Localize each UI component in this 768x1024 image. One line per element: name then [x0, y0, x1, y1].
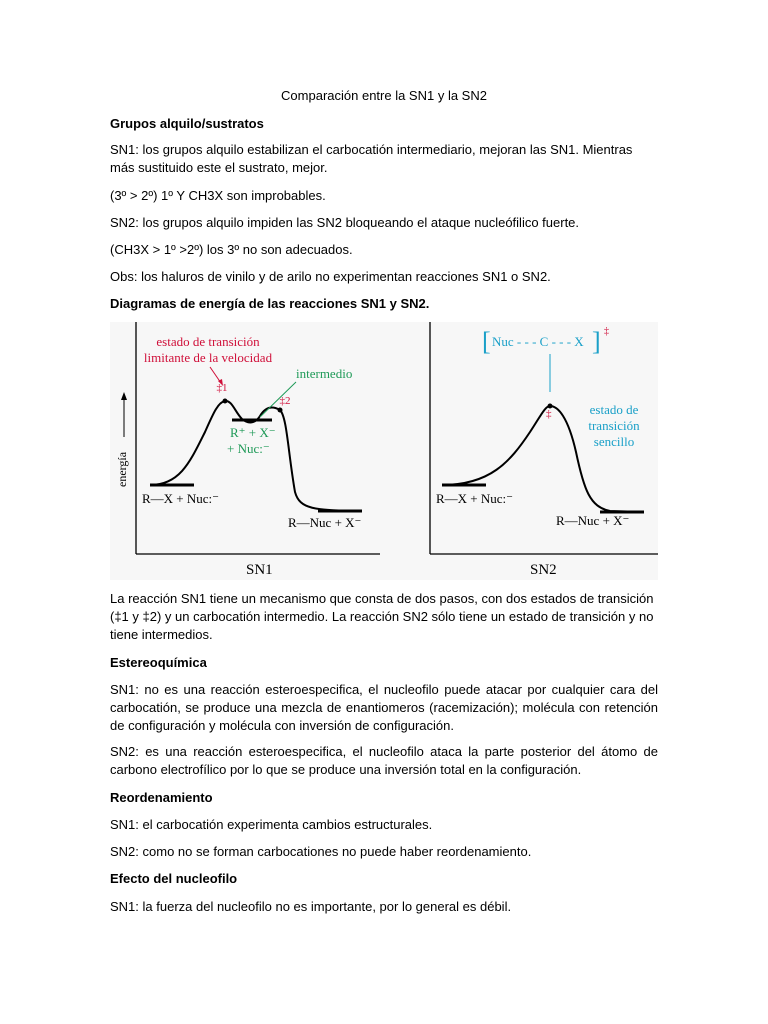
paragraph-estereo-1: SN1: no es una reacción esteroespecifica, el nucleofilo puede atacar por cualquier cara del carbocatión, se produce una mezcla de enantiomeros (racemización); molécula con retención de configuración y molécula con inversión de configuración.: [110, 682, 658, 733]
sn1-ts2-mark: ‡2: [279, 395, 291, 407]
sn1-ts-label: estado de transición: [156, 334, 260, 349]
paragraph-reord-2: SN2: como no se forman carbocationes no puede haber reordenamiento.: [110, 844, 532, 859]
sn1-products-label: R—Nuc + X⁻: [288, 515, 362, 530]
page-title: Comparación entre la SN1 y la SN2: [281, 88, 487, 103]
paragraph-grupos-1: SN1: los grupos alquilo estabilizan el carbocatión intermediario, mejoran las SN1. Mientras más sustituido este el sustrato, mejor.: [110, 142, 633, 175]
section-heading-grupos: Grupos alquilo/sustratos: [110, 116, 264, 131]
sn1-ts1-mark: ‡1: [216, 382, 228, 394]
sn1-intermediate-nuc: + Nuc:⁻: [227, 441, 270, 456]
svg-text:[: [: [482, 327, 491, 356]
paragraph-grupos-5: Obs: los haluros de vinilo y de arilo no experimentan reacciones SN1 o SN2.: [110, 269, 551, 284]
sn1-ts-label-2: limitante de la velocidad: [143, 350, 273, 365]
sn1-reactants-label: R—X + Nuc:⁻: [142, 491, 220, 506]
paragraph-grupos-4: (CH3X > 1º >2º) los 3º no son adecuados.: [110, 242, 353, 257]
paragraph-reord-1: SN1: el carbocatión experimenta cambios estructurales.: [110, 817, 433, 832]
sn2-bracket-dagger: ‡: [604, 326, 609, 337]
section-heading-nucleo: Efecto del nucleofilo: [110, 871, 238, 886]
sn1-caption: SN1: [246, 562, 273, 578]
paragraph-nucleo-1: SN1: la fuerza del nucleofilo no es importante, por lo general es débil.: [110, 899, 512, 914]
section-heading-diagramas: Diagramas de energía de las reacciones SN1 y SN2.: [110, 296, 430, 311]
sn1-y-label: energía: [115, 451, 129, 487]
sn2-dagger-mark: ‡: [546, 408, 552, 420]
sn2-reactants-label: R—X + Nuc:⁻: [436, 491, 514, 506]
sn1-intermediate-species: R⁺ + X⁻: [230, 425, 276, 440]
paragraph-estereo-2: SN2: es una reacción esteroespecifica, el nucleofilo ataca la parte posterior del átomo de carbono electrofílico por lo que se produce una inversión total en la configuración.: [110, 744, 658, 777]
sn2-ts-label-1: estado de: [589, 402, 639, 417]
svg-text:]: ]: [592, 327, 601, 356]
section-heading-estereo: Estereoquímica: [110, 655, 207, 670]
paragraph-after-figure: La reacción SN1 tiene un mecanismo que consta de dos pasos, con dos estados de transición (‡1 y ‡2) y un carbocatión intermedio. La reacción SN2 sólo tiene un estado de transición y no tiene intermedios.: [110, 591, 654, 642]
sn1-intermediate-label: intermedio: [296, 366, 353, 381]
paragraph-grupos-2: (3º > 2º) 1º Y CH3X son improbables.: [110, 188, 326, 203]
energy-diagram-figure: [110, 322, 658, 580]
paragraph-grupos-3: SN2: los grupos alquilo impiden las SN2 bloqueando el ataque nucleófilico fuerte.: [110, 215, 580, 230]
sn2-ts-label-2: transición: [588, 418, 640, 433]
sn2-ts-label-3: sencillo: [593, 434, 635, 449]
sn2-caption: SN2: [530, 562, 557, 578]
sn2-ts-bracket: Nuc - - - C - - - X: [492, 334, 584, 349]
sn2-products-label: R—Nuc + X⁻: [556, 513, 630, 528]
section-heading-reord: Reordenamiento: [110, 790, 213, 805]
